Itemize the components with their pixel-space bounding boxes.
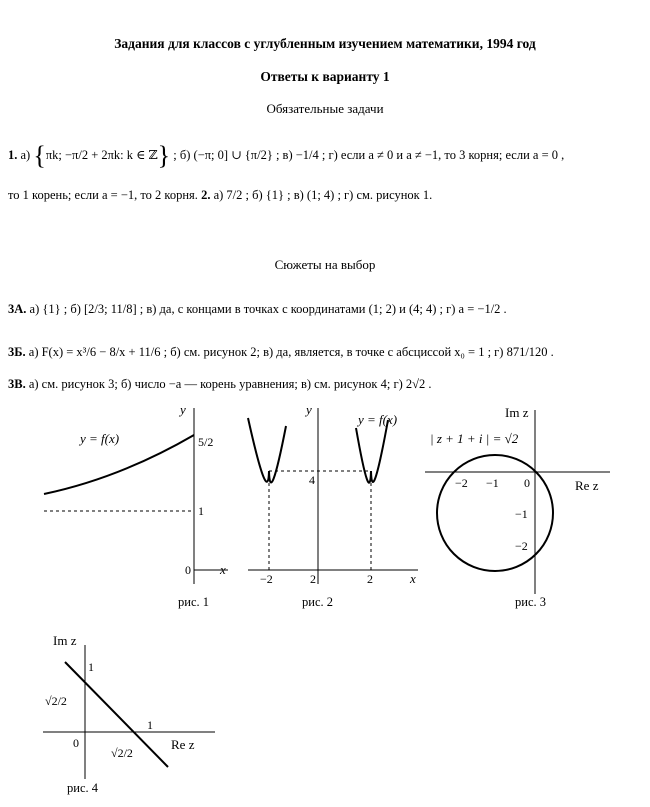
fig2-y-label: y (306, 402, 312, 417)
fig2-tick-left: −2 (260, 572, 273, 586)
fig3-tick-y-m2: −2 (515, 539, 528, 553)
problem-1-a-set: πk; −π/2 + 2πk: k ∈ ℤ (45, 147, 158, 162)
problem-1-line-2 (8, 188, 432, 203)
fig4-tick-x-one: 1 (147, 718, 153, 732)
fig1-x-label: x (220, 562, 226, 577)
problem-3a (8, 302, 507, 317)
problem-1-b: ; б) (−π; 0] ∪ {π/2} (173, 147, 273, 162)
fig3-tick-y-m1: −1 (515, 507, 528, 521)
fig2-left-branch (248, 418, 286, 483)
problem-3v-label: 3В. (8, 377, 26, 391)
problem-2-number: 2. (201, 188, 211, 202)
page-subtitle: Ответы к варианту 1 (260, 69, 390, 84)
fig3-tick-x-m2: −2 (455, 476, 468, 490)
problem-1-cont: то 1 корень; если a = −1, то 2 корня. (8, 188, 198, 202)
fig1-caption: рис. 1 (178, 595, 209, 609)
problem-3v-text: а) см. рисунок 3; б) число −a — корень уравнения; в) см. рисунок 4; г) 2√2 . (28, 377, 432, 391)
fig4-im-label: Im z (53, 633, 77, 648)
problem-1-c: ; в) −1/4 (275, 147, 319, 162)
fig3-equation: | z + 1 + i | = √2 (430, 431, 519, 446)
fig1-tick-one: 1 (198, 504, 204, 518)
problem-3a-label: 3А. (8, 302, 27, 316)
fig3-tick-x-0: 0 (524, 476, 530, 490)
fig4-caption: рис. 4 (67, 781, 98, 795)
fig4-tick-x-frac: √2/2 (111, 746, 133, 760)
section-optional: Сюжеты на выбор (274, 257, 376, 272)
problem-1-a-label: а) (20, 147, 31, 162)
fig2-tick-y: 4 (309, 473, 315, 487)
fig2-x-label: x (410, 571, 416, 586)
fig3-re-label: Re z (575, 478, 599, 493)
fig1-tick-top: 5/2 (198, 435, 214, 449)
fig1-func-label: y = f(x) (80, 431, 120, 446)
figure-1 (30, 398, 240, 613)
problem-1-d: ; г) если a ≠ 0 и a ≠ −1, то 3 корня; если a = 0 , (321, 147, 565, 162)
problem-1-number: 1. (8, 147, 18, 162)
figure-3 (420, 398, 620, 613)
problem-3a-text: а) {1} ; б) [2/3; 11/8] ; в) да, с концами в точках с координатами (1; 2) и (4; 4) ; г) a = −1/2 . (29, 302, 507, 316)
figure-4 (35, 627, 225, 802)
fig2-caption: рис. 2 (302, 595, 333, 609)
problem-3b-text: а) F(x) = x³/6 − 8/x + 11/6 ; б) см. рисунок 2; в) да, является, в точке с абсциссой x₀ = 1 ; г) 871/120 . (28, 345, 554, 359)
section-required: Обязательные задачи (266, 101, 384, 116)
page-title: Задания для классов с углубленным изучением математики, 1994 год (114, 36, 536, 51)
fig3-im-label: Im z (505, 405, 529, 420)
fig2-tick-mid: 2 (310, 572, 316, 586)
problem-2-text: а) 7/2 ; б) {1} ; в) (1; 4) ; г) см. рисунок 1. (213, 188, 433, 202)
fig1-y-label: y (180, 402, 186, 417)
fig1-origin: 0 (185, 563, 191, 577)
fig2-tick-right: 2 (367, 572, 373, 586)
problem-3b (8, 345, 554, 360)
fig4-origin: 0 (73, 736, 79, 750)
fig3-tick-x-m1: −1 (486, 476, 499, 490)
fig4-re-label: Re z (171, 737, 195, 752)
fig3-caption: рис. 3 (515, 595, 546, 609)
problem-3v (8, 377, 431, 392)
fig4-tick-y-frac: √2/2 (45, 694, 67, 708)
fig2-func-label: y = f(x) (358, 412, 398, 427)
figure-2 (238, 398, 428, 613)
problem-1-line-1: 1. а) {πk; −π/2 + 2πk: k ∈ ℤ} ; б) (−π; 0] ∪ {π/2} ; в) −1/4 ; г) если a ≠ 0 и a ≠ −1, то 3 корня; если a = 0 , (8, 141, 565, 170)
fig2-right-branch (356, 420, 388, 483)
problem-3b-label: 3Б. (8, 345, 26, 359)
fig4-tick-y-one: 1 (88, 660, 94, 674)
